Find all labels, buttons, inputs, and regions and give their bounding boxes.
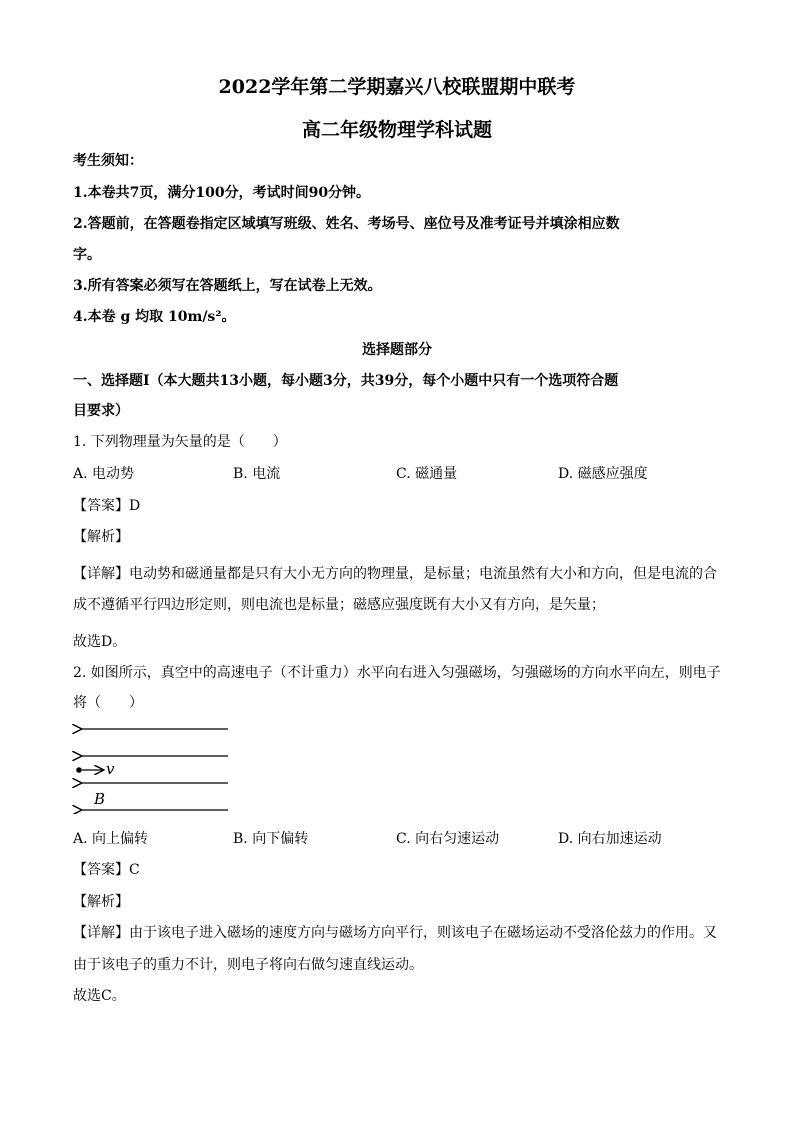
q2-conclusion: 故选C。 (73, 988, 126, 1004)
velocity-label: v (106, 760, 115, 778)
notice-heading: 考生须知： (73, 153, 143, 169)
q1-conclusion: 故选D。 (73, 634, 127, 650)
section-heading-line1: 一、选择题Ⅰ（本大题共13小题，每小题3分，共39分，每个小题中只有一个选项符合题 (73, 373, 619, 389)
q1-answer: 【答案】D (73, 498, 141, 514)
q2-option-b: B. 向下偏转 (233, 831, 309, 847)
electron-dot (76, 767, 82, 773)
q2-detail-line1: 【详解】由于该电子进入磁场的速度方向与磁场方向平行，则该电子在磁场运动不受洛伦兹力的作用。又 (73, 925, 717, 941)
q1-detail-line1: 【详解】电动势和磁通量都是只有大小无方向的物理量，是标量；电流虽然有大小和方向，但是电流的合 (73, 566, 717, 582)
q2-detail-line2: 由于该电子的重力不计，则电子将向右做匀速直线运动。 (73, 957, 423, 973)
q1-option-b: B. 电流 (233, 466, 281, 482)
magnetic-field-figure (70, 722, 240, 814)
field-label: B (94, 790, 106, 808)
q2-option-a: A. 向上偏转 (73, 831, 149, 847)
notice-item-3: 3.所有答案必须写在答题纸上，写在试卷上无效。 (73, 278, 382, 294)
q2-stem-line2: 将（ ） (73, 695, 143, 711)
q1-stem: 1. 下列物理量为矢量的是（ ） (73, 434, 287, 450)
exam-title: 2022学年第二学期嘉兴八校联盟期中联考 (218, 76, 576, 98)
notice-item-2-cont: 字。 (73, 247, 101, 263)
q2-stem-line1: 2. 如图所示，真空中的高速电子（不计重力）水平向右进入匀强磁场，匀强磁场的方向水平向左，则电子 (73, 665, 721, 681)
q1-option-d: D. 磁感应强度 (558, 466, 648, 482)
section-heading-line2: 目要求） (73, 403, 129, 419)
notice-item-1: 1.本卷共7页，满分100分，考试时间90分钟。 (73, 185, 371, 201)
q1-analysis: 【解析】 (73, 529, 129, 545)
notice-item-2: 2.答题前，在答题卷指定区域填写班级、姓名、考场号、座位号及准考证号并填涂相应数 (73, 216, 620, 232)
q1-detail-line2: 成不遵循平行四边形定则，则电流也是标量；磁感应强度既有大小又有方向，是矢量； (73, 597, 605, 613)
q2-option-d: D. 向右加速运动 (558, 831, 662, 847)
notice-item-4: 4.本卷 g 均取 10m/s²。 (73, 309, 236, 325)
q1-option-a: A. 电动势 (73, 466, 135, 482)
q2-answer: 【答案】C (73, 862, 140, 878)
q2-option-c: C. 向右匀速运动 (396, 831, 500, 847)
section-title: 选择题部分 (362, 342, 432, 358)
exam-subtitle: 高二年级物理学科试题 (301, 119, 492, 141)
q2-analysis: 【解析】 (73, 894, 129, 910)
q1-option-c: C. 磁通量 (396, 466, 458, 482)
